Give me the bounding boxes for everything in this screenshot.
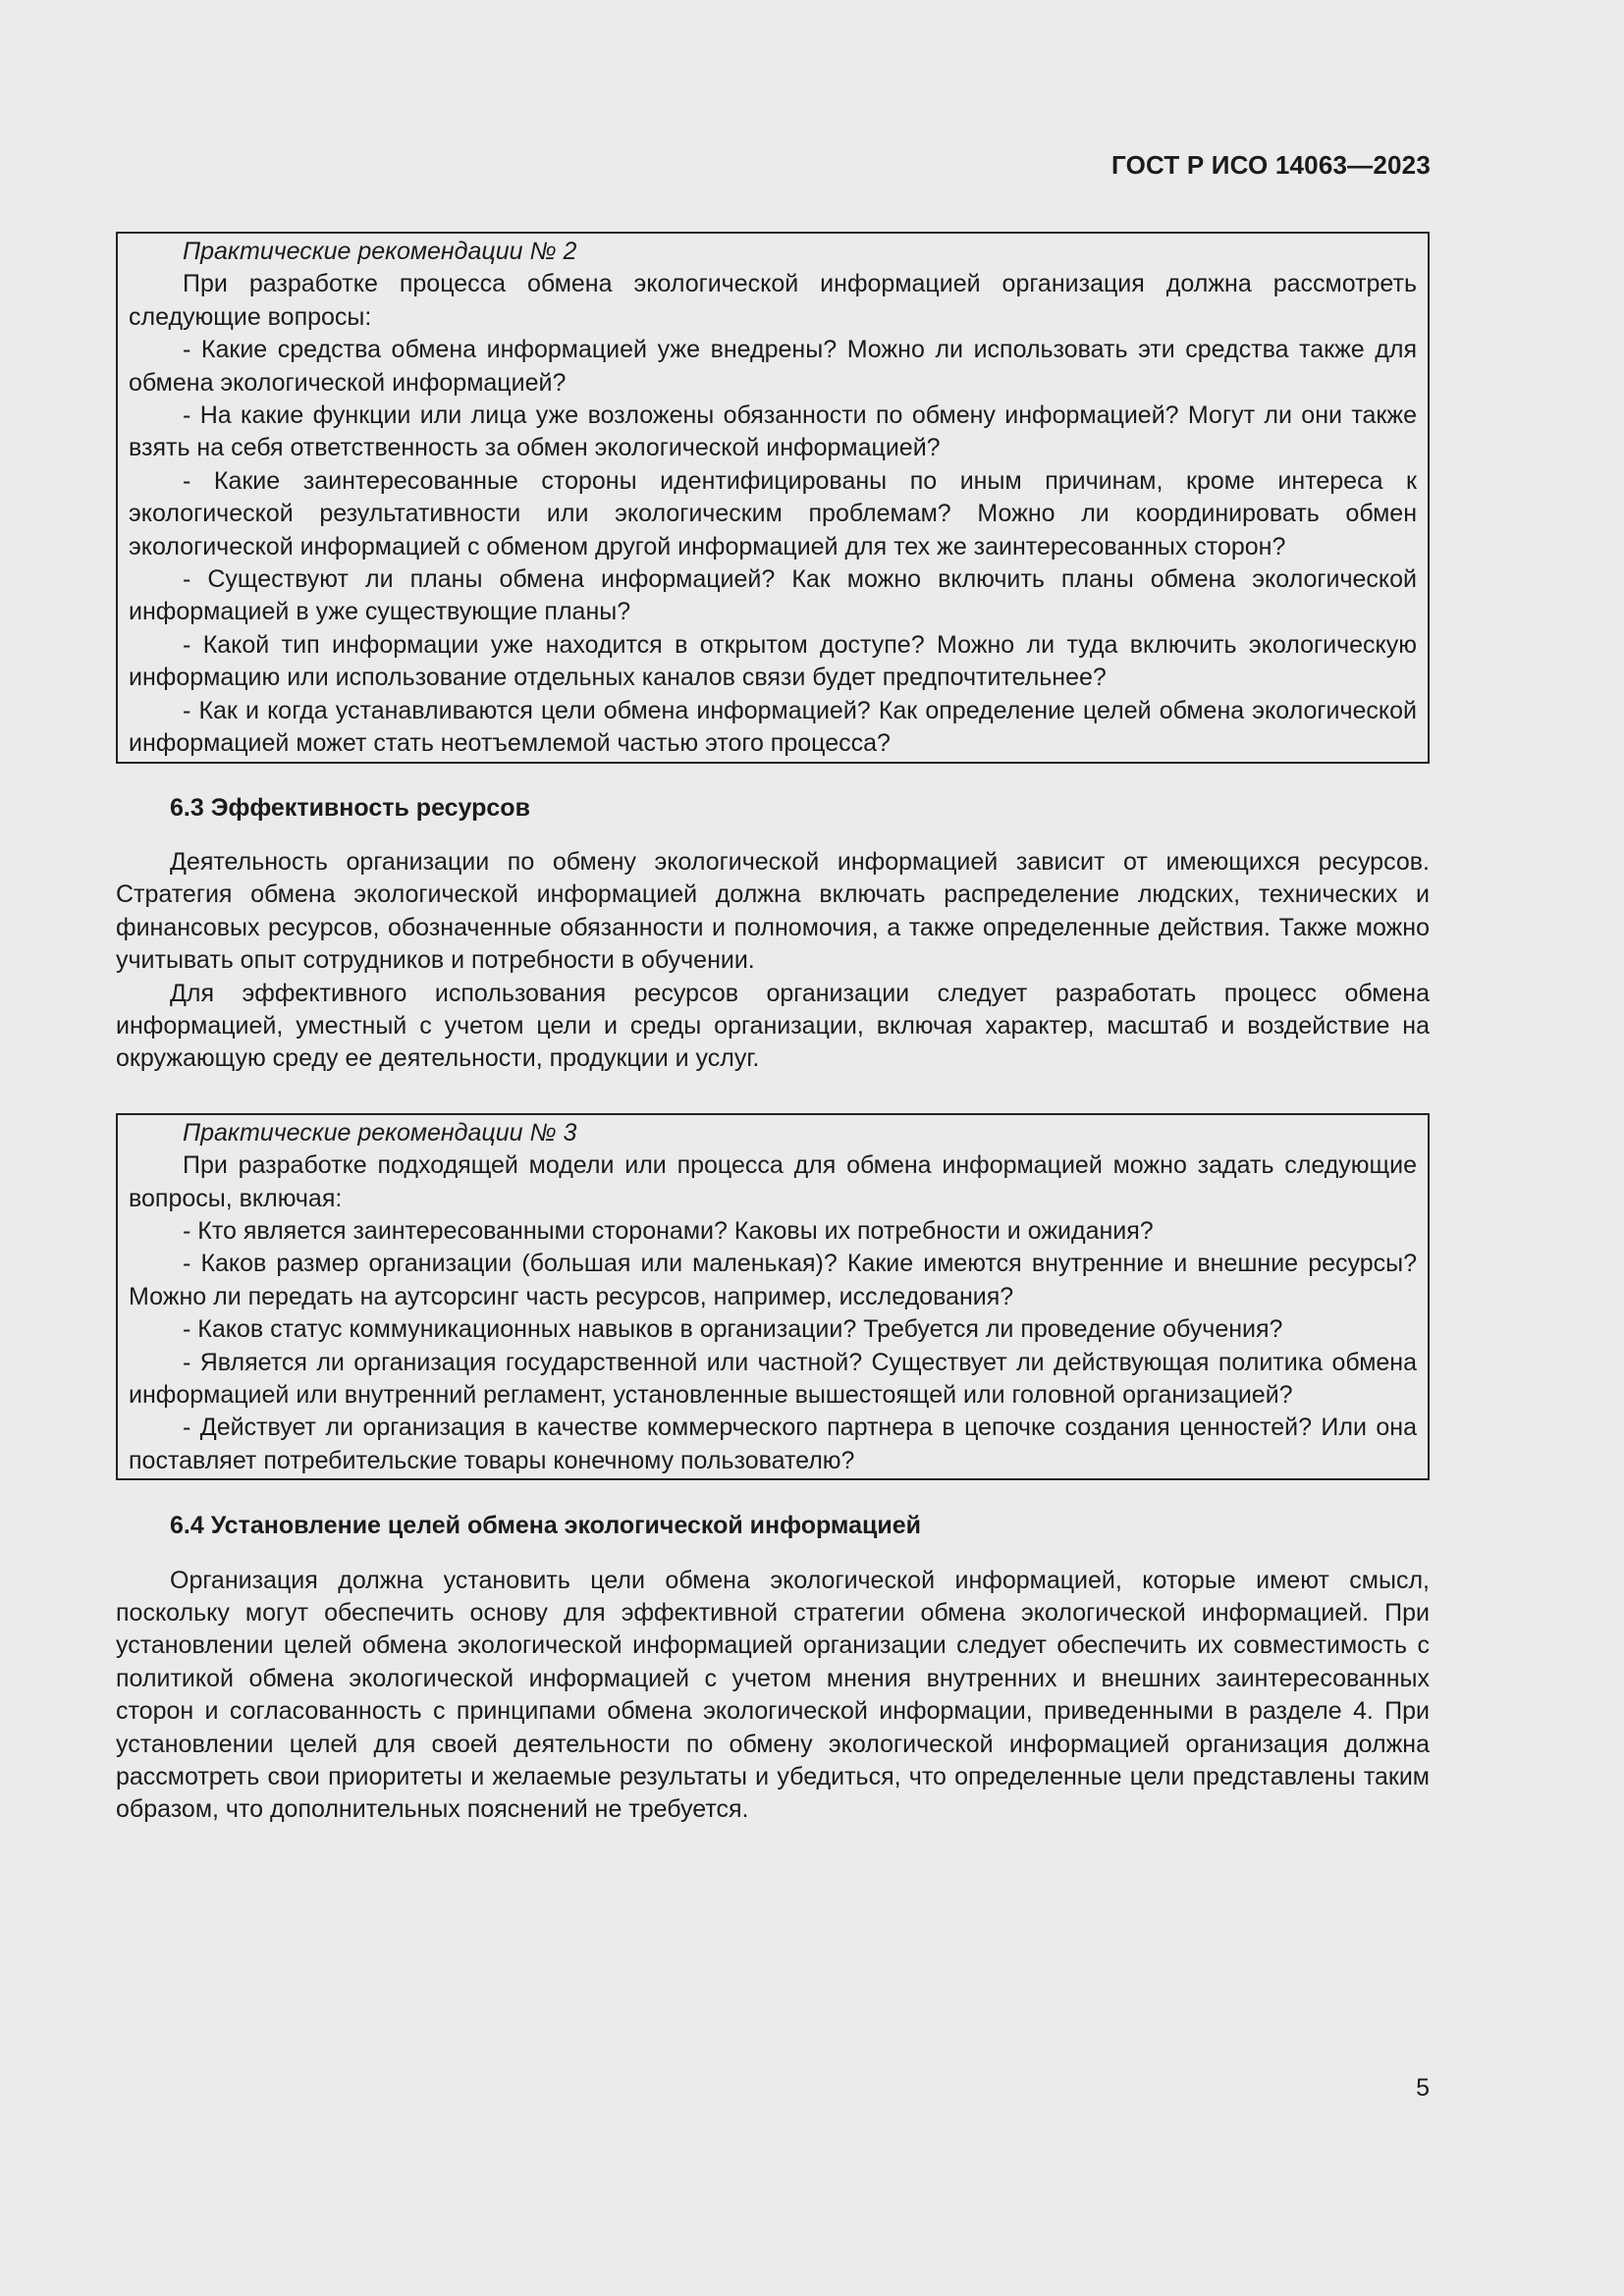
- box-title: Практические рекомендации № 3: [183, 1118, 577, 1147]
- section-heading-6-4: 6.4 Установление целей обмена экологической информацией: [170, 1512, 921, 1540]
- section-heading-6-3: 6.3 Эффективность ресурсов: [170, 793, 530, 822]
- box-item: - Какой тип информации уже находится в открытом доступе? Можно ли туда включить экологическую информацию или использование отдельных каналов связи будет предпочтительнее?: [129, 630, 1417, 692]
- practical-recommendations-box-2: [116, 232, 1430, 764]
- box-item: - Кто является заинтересованными сторонами? Каковы их потребности и ожидания?: [183, 1216, 1154, 1245]
- paragraph: Организация должна установить цели обмена экологической информацией, которые имеют смысл, поскольку могут обеспечить основу для эффективной стратегии обмена экологической информацией. При установлении целей обмена экологической информацией организации следует обеспечить их совместимость с политикой обмена экологической информацией с учетом мнения внутренних и внешних заинтересованных сторон и согласованность с принципами обмена экологической информации, приведенными в разделе 4. При установлении целей для своей деятельности по обмену экологической информацией организация должна рассмотреть свои приоритеты и желаемые результаты и убедиться, что определенные цели представлены таким образом, что дополнительных пояснений не требуется.: [116, 1566, 1430, 1824]
- box-item: - Как и когда устанавливаются цели обмена информацией? Как определение целей обмена экологической информацией может стать неотъемлемой частью этого процесса?: [129, 696, 1417, 758]
- box-item: - На какие функции или лица уже возложены обязанности по обмену информацией? Могут ли они также взять на себя ответственность за обмен экологической информацией?: [129, 401, 1417, 462]
- box-intro: При разработке подходящей модели или процесса для обмена информацией можно задать следующие вопросы, включая:: [129, 1151, 1417, 1212]
- box-intro: При разработке процесса обмена экологической информацией организация должна рассмотреть следующие вопросы:: [129, 270, 1417, 331]
- box-item: - Каков размер организации (большая или маленькая)? Какие имеются внутренние и внешние ресурсы? Можно ли передать на аутсорсинг часть ресурсов, например, исследования?: [129, 1250, 1417, 1310]
- section-6-3-body: [116, 846, 1430, 1076]
- paragraph: Для эффективного использования ресурсов организации следует разработать процесс обмена информацией, уместный с учетом цели и среды организации, включая характер, масштаб и воздействие на окружающую среду ее деятельности, продукции и услуг.: [116, 979, 1430, 1073]
- page-content: [116, 232, 1430, 1827]
- practical-recommendations-box-3: [116, 1113, 1430, 1480]
- box-item: - Существуют ли планы обмена информацией? Как можно включить планы обмена экологической информацией в уже существующие планы?: [129, 565, 1417, 626]
- box-title: Практические рекомендации № 2: [183, 238, 577, 265]
- box-item: - Какие заинтересованные стороны идентифицированы по иным причинам, кроме интереса к экологической результативности или экологическим проблемам? Можно ли координировать обмен экологической информацией с обменом другой информацией для тех же заинтересованных сторон?: [129, 466, 1417, 561]
- box-item: - Какие средства обмена информацией уже внедрены? Можно ли использовать эти средства также для обмена экологической информацией?: [129, 336, 1417, 397]
- paragraph: Деятельность организации по обмену экологической информацией зависит от имеющихся ресурсов. Стратегия обмена экологической информацией должна включать распределение людских, технических и финансовых ресурсов, обозначенные обязанности и полномочия, а также определенные действия. Также можно учитывать опыт сотрудников и потребности в обучении.: [116, 847, 1430, 975]
- box-item: - Действует ли организация в качестве коммерческого партнера в цепочке создания ценностей? Или она поставляет потребительские товары конечному пользователю?: [129, 1414, 1417, 1474]
- section-6-4-body: [116, 1565, 1430, 1827]
- box-item: - Является ли организация государственной или частной? Существует ли действующая политика обмена информацией или внутренний регламент, установленные вышестоящей или головной организацией?: [129, 1348, 1417, 1409]
- page-number: 5: [1416, 2074, 1430, 2102]
- box-item: - Каков статус коммуникационных навыков в организации? Требуется ли проведение обучения?: [183, 1315, 1283, 1344]
- document-code: ГОСТ Р ИСО 14063—2023: [1110, 150, 1431, 180]
